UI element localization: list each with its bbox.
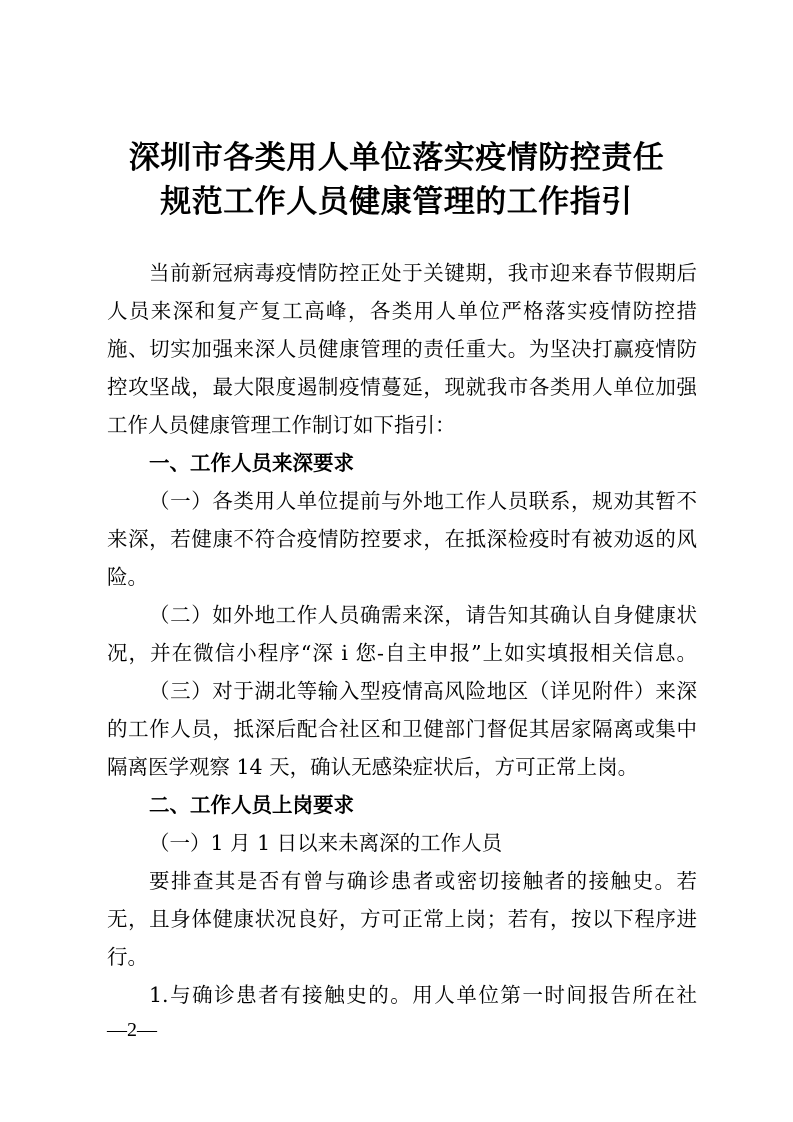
paragraph-line: 1.与确诊患者有接触史的。用人单位第一时间报告所在社 [149,983,697,1007]
section-heading: 二、工作人员上岗要求 [149,793,354,817]
paragraph-line: （二）如外地工作人员确需来深，请告知其确认自身健康状 [149,603,697,627]
paragraph-line: 行。 [107,945,148,969]
paragraph-line: 人员来深和复产复工高峰，各类用人单位严格落实疫情防控措 [107,299,697,323]
paragraph-line: 无，且身体健康状况良好，方可正常上岗；若有，按以下程序进 [107,907,697,931]
paragraph-line: 控攻坚战，最大限度遏制疫情蔓延，现就我市各类用人单位加强 [107,375,697,399]
subsection-heading: （一）1 月 1 日以来未离深的工作人员 [149,831,503,855]
section-heading: 一、工作人员来深要求 [149,451,354,475]
document-title-line-1: 深圳市各类用人单位落实疫情防控责任 [128,140,665,176]
paragraph-line: 来深，若健康不符合疫情防控要求，在抵深检疫时有被劝返的风 [107,527,697,551]
paragraph-line: 工作人员健康管理工作制订如下指引： [107,413,456,437]
paragraph-line: （一）各类用人单位提前与外地工作人员联系，规劝其暂不 [149,489,697,513]
paragraph-line: 施、切实加强来深人员健康管理的责任重大。为坚决打赢疫情防 [107,337,697,361]
paragraph-line: 况，并在微信小程序“深 i 您-自主申报”上如实填报相关信息。 [107,641,697,665]
paragraph-line: （三）对于湖北等输入型疫情高风险地区（详见附件）来深 [149,679,697,703]
document-body [107,254,697,1014]
document-title-line-2: 规范工作人员健康管理的工作指引 [160,184,633,220]
paragraph-line: 的工作人员，抵深后配合社区和卫健部门督促其居家隔离或集中 [107,717,697,741]
paragraph-line: 当前新冠病毒疫情防控正处于关键期，我市迎来春节假期后 [149,261,697,285]
page-number: —2— [107,1019,157,1041]
paragraph-line: 险。 [107,565,148,589]
paragraph-line: 隔离医学观察 14 天，确认无感染症状后，方可正常上岗。 [107,755,639,779]
paragraph-line: 要排查其是否有曾与确诊患者或密切接触者的接触史。若 [149,869,697,893]
